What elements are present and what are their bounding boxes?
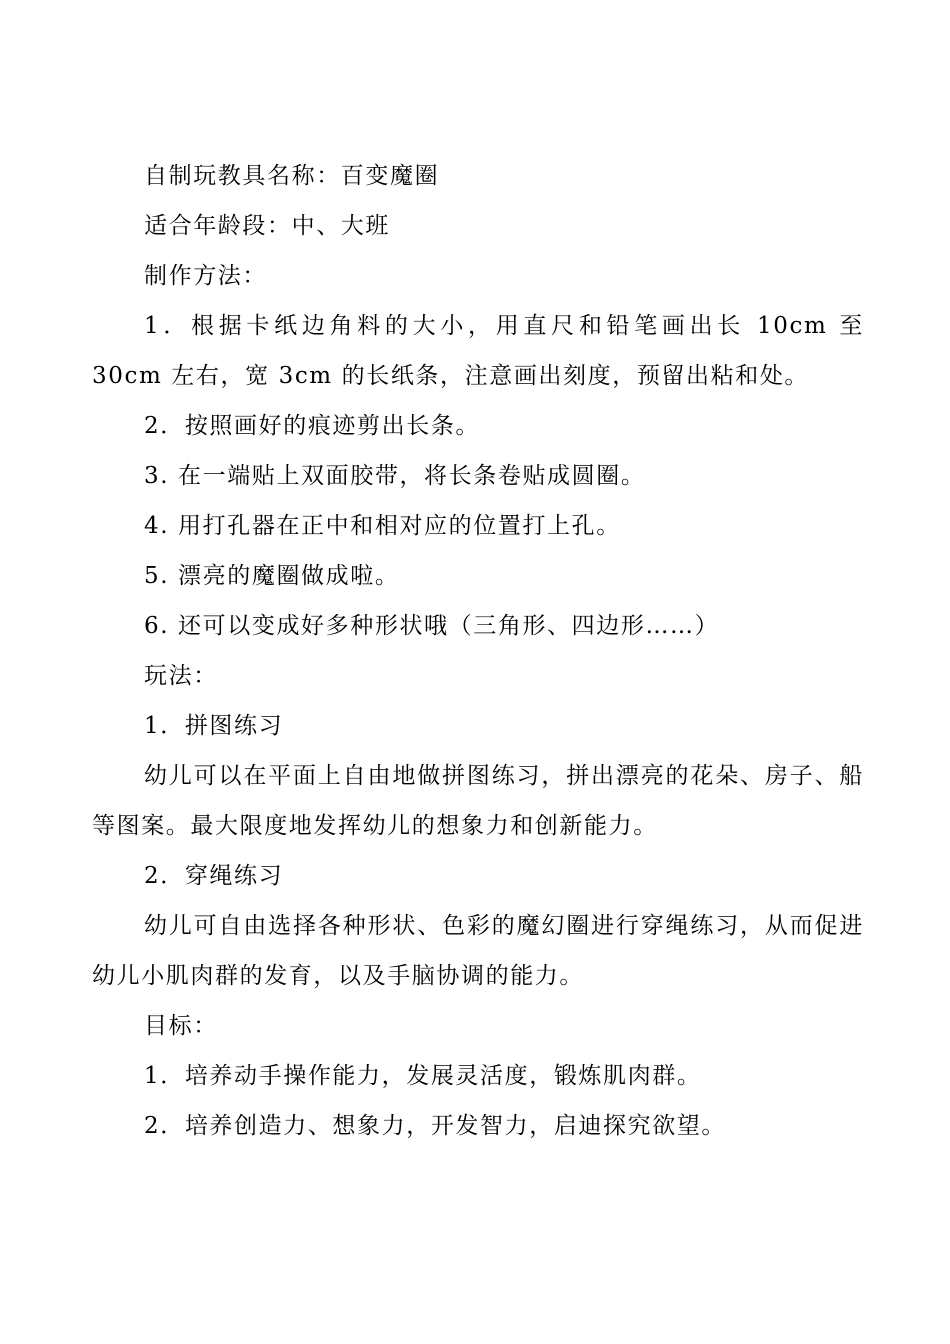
play-method-heading: 玩法：	[144, 663, 218, 689]
goals-heading: 目标：	[144, 1013, 218, 1039]
making-method-heading: 制作方法：	[144, 263, 267, 289]
age-group-line: 适合年龄段：中、大班	[144, 213, 390, 239]
goal-item-2: 2．培养创造力、想象力，开发智力，启迪探究欲望。	[144, 1113, 727, 1139]
play-item-1-text: 幼儿可以在平面上自由地做拼图练习，拼出漂亮的花朵、房子、船等图案。最大限度地发挥幼儿的想象力和创新能力。	[92, 763, 864, 839]
making-step-5: 5. 漂亮的魔圈做成啦。	[144, 563, 400, 589]
play-item-2-title: 2．穿绳练习	[144, 863, 284, 889]
goal-item-1: 1．培养动手操作能力，发展灵活度，锻炼肌肉群。	[144, 1063, 702, 1089]
toy-name-line: 自制玩教具名称：百变魔圈	[144, 163, 440, 189]
document-body	[92, 151, 864, 1151]
making-step-3: 3. 在一端贴上双面胶带，将长条卷贴成圆圈。	[144, 463, 646, 489]
play-item-1-title: 1．拼图练习	[144, 713, 284, 739]
making-step-6: 6. 还可以变成好多种形状哦（三角形、四边形……）	[144, 613, 720, 639]
making-step-2: 2．按照画好的痕迹剪出长条。	[144, 413, 481, 439]
play-item-2-text: 幼儿可自由选择各种形状、色彩的魔幻圈进行穿绳练习，从而促进幼儿小肌肉群的发育，以及手脑协调的能力。	[92, 913, 864, 989]
making-step-4: 4. 用打孔器在正中和相对应的位置打上孔。	[144, 513, 621, 539]
making-step-1: 1．根据卡纸边角料的大小，用直尺和铅笔画出长 10cm 至 30cm 左右，宽 3cm 的长纸条，注意画出刻度，预留出粘和处。	[92, 313, 864, 389]
